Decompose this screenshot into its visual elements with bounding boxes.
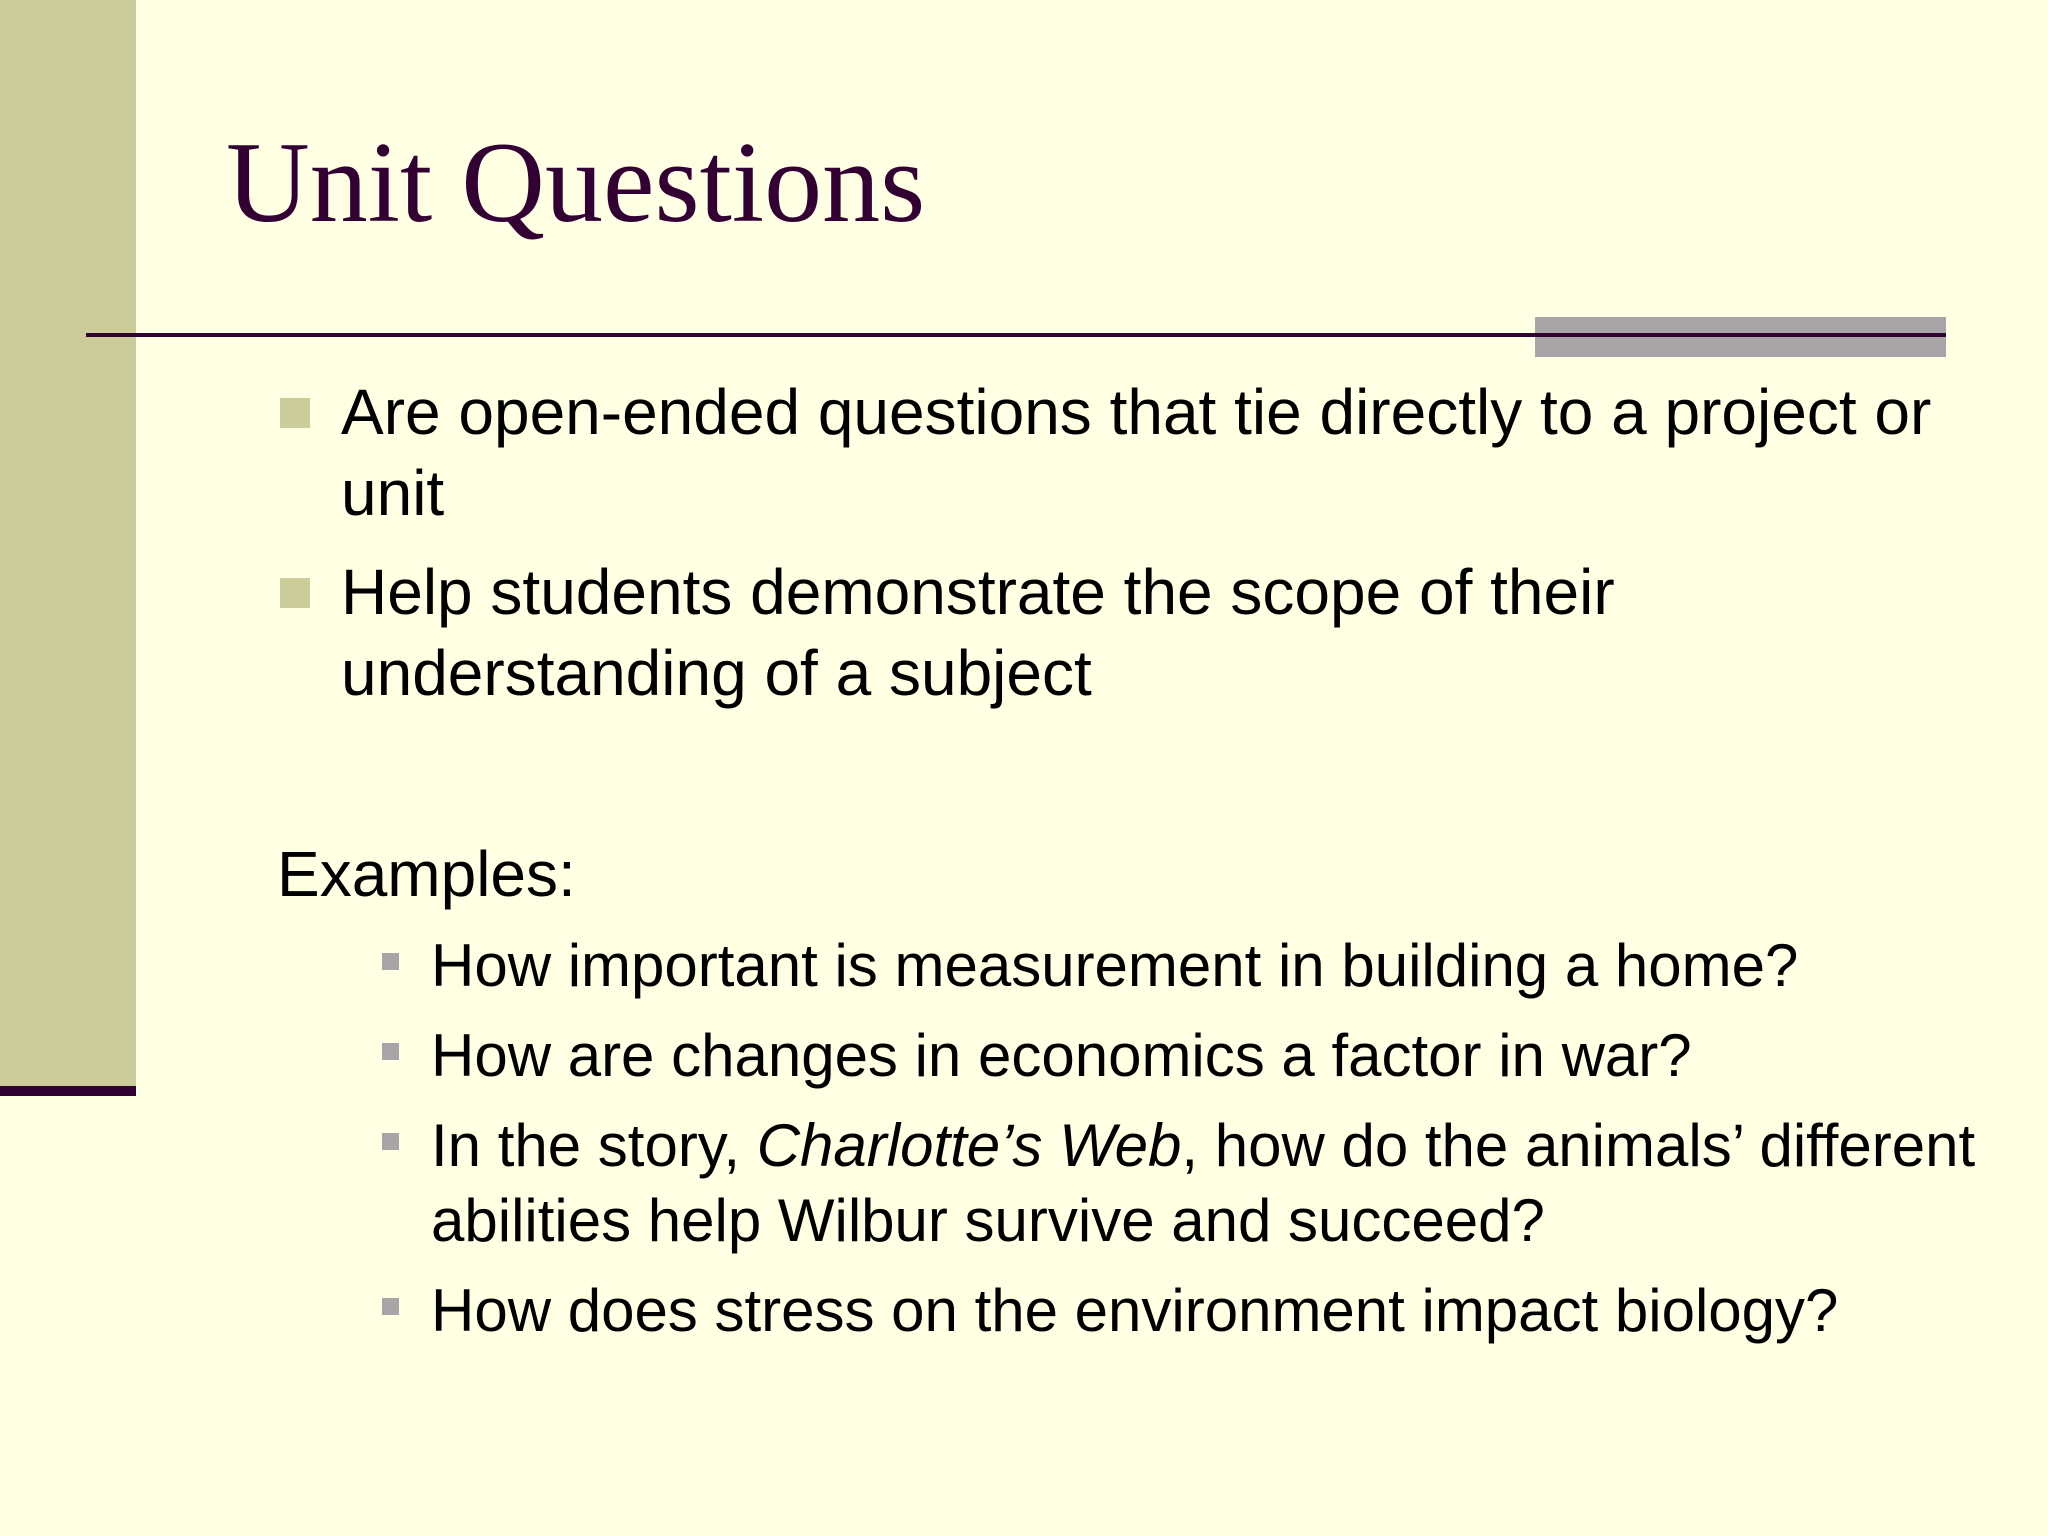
example-text: How are changes in economics a factor in war? [431,1022,1692,1089]
sidebar-decoration [0,0,136,1086]
examples-heading: Examples: [277,838,576,910]
example-text: How important is measurement in building a home? [431,932,1799,999]
sidebar-base-line [0,1086,136,1096]
title-rule-accent [1535,317,1946,357]
small-square-bullet-icon [382,1133,399,1150]
bullet-item [280,372,2000,534]
bullet-item [280,552,2000,714]
bullet-text: Help students demonstrate the scope of their understanding of a subject [341,556,1615,709]
small-square-bullet-icon [382,1298,399,1315]
example-item [382,1018,2002,1093]
small-square-bullet-icon [382,953,399,970]
example-item [382,1108,2002,1258]
square-bullet-icon [280,398,310,428]
bullet-text: Are open-ended questions that tie directly to a project or unit [341,376,1932,529]
example-text-after: , how do the animals’ different abilities help Wilbur survive and succeed? [431,1112,1976,1254]
example-item [382,1273,2002,1348]
example-text-before: In the story, [431,1112,757,1179]
slide-title: Unit Questions [226,119,926,247]
example-text: How does stress on the environment impact biology? [431,1277,1839,1344]
examples-list [382,928,2002,1363]
small-square-bullet-icon [382,1043,399,1060]
example-book-title: Charlotte’s Web [756,1112,1182,1179]
title-rule [86,333,1946,337]
main-bullet-list [280,372,2000,732]
square-bullet-icon [280,578,310,608]
example-item [382,928,2002,1003]
